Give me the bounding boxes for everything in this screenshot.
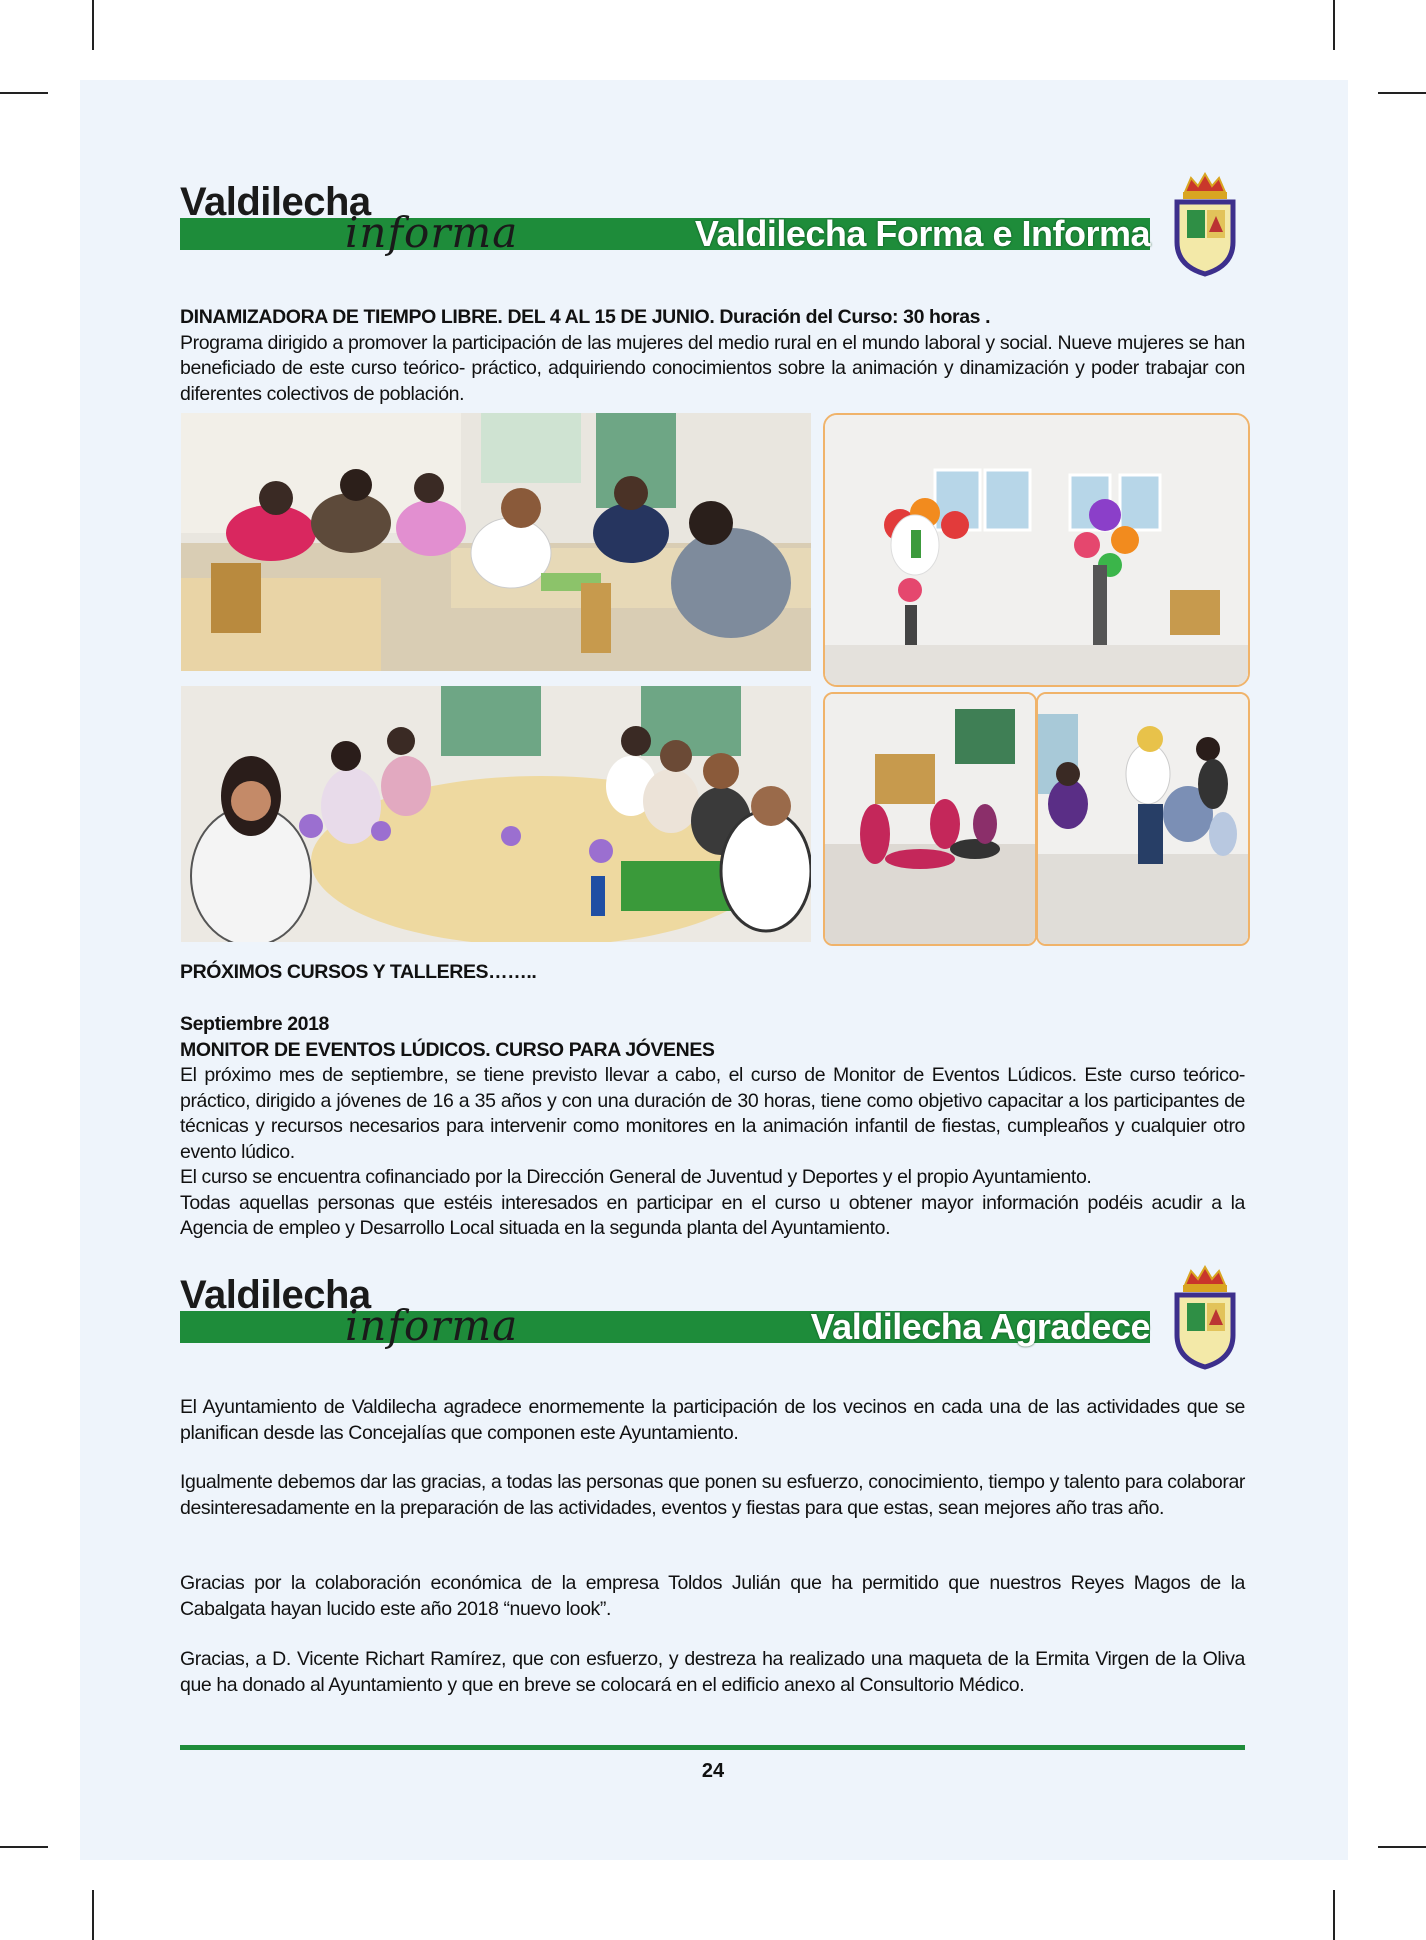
thanks-paragraph-1 <box>180 1395 1245 1446</box>
upcoming-title: MONITOR DE EVENTOS LÚDICOS. CURSO PARA JÓVENES <box>180 1038 715 1061</box>
upcoming-paragraph-2: El curso se encuentra cofinanciado por la Dirección General de Juventud y Deportes y el propio Ayuntamiento. <box>180 1166 1092 1188</box>
crop-mark <box>1378 92 1426 94</box>
crop-mark <box>1333 0 1335 50</box>
coat-of-arms-icon <box>1165 170 1245 280</box>
brand-script: informa <box>345 208 519 257</box>
section-banner-forma <box>180 180 1245 290</box>
section-title: Valdilecha Forma e Informa <box>694 213 1150 254</box>
footer-divider <box>180 1745 1245 1750</box>
crop-mark <box>92 1890 94 1940</box>
page-number: 24 <box>701 1760 725 1782</box>
photo-craft-workshop <box>181 686 811 942</box>
upcoming-date: Septiembre 2018 <box>180 1013 330 1035</box>
photo-floor-game <box>823 692 1037 946</box>
crop-mark <box>92 0 94 50</box>
photo-group-exercise <box>1036 692 1250 946</box>
crop-mark <box>1333 1890 1335 1940</box>
upcoming-paragraph-3: Todas aquellas personas que estéis interesados en participar en el curso u obtener mayor información podéis acudir a la Agencia de empleo y Desarrollo Local situada en la segunda planta del Ayuntamiento. <box>180 1191 1245 1239</box>
upcoming-paragraph-1: El próximo mes de septiembre, se tiene previsto llevar a cabo, el curso de Monitor de Eventos Lúdicos. Este curso teórico- práctico, dirigido a jóvenes de 16 a 35 años y con una duración de 30 horas, tiene como objetivo capacitar a los participantes de técnicas y recursos necesarios para intervenir como monitores en la animación infantil de fiestas, cumpleaños y cualquier otro evento lúdico. <box>180 1064 1245 1163</box>
thanks-paragraph-4 <box>180 1647 1245 1698</box>
course-description: Programa dirigido a promover la participación de las mujeres del medio rural en el mundo laboral y social. Nueve mujeres se han beneficiado de este curso teórico- práctico, adquiriendo conocimientos sobre la animación y dinamización y poder trabajar con diferentes colectivos de población. <box>180 331 1245 405</box>
upcoming-heading: PRÓXIMOS CURSOS Y TALLERES…….. <box>180 961 537 983</box>
thanks-text: Gracias por la colaboración económica de la empresa Toldos Julián que ha permitido que nuestros Reyes Magos de la Cabalgata hayan lucido este año 2018 “nuevo look”. <box>180 1572 1245 1620</box>
thanks-paragraph-3 <box>180 1571 1245 1622</box>
course-heading: DINAMIZADORA DE TIEMPO LIBRE. DEL 4 AL 15 DE JUNIO. Duración del Curso: 30 horas . <box>180 306 991 328</box>
crop-mark <box>0 92 48 94</box>
coat-of-arms-icon <box>1165 1263 1245 1373</box>
crop-mark <box>0 1846 48 1848</box>
thanks-text: Gracias, a D. Vicente Richart Ramírez, que con esfuerzo, y destreza ha realizado una maqueta de la Ermita Virgen de la Oliva que ha donado al Ayuntamiento y que en breve se colocará en el edificio anexo al Consultorio Médico. <box>180 1648 1245 1696</box>
thanks-text: El Ayuntamiento de Valdilecha agradece enormemente la participación de los vecinos en cada una de las actividades que se planifican desde las Concejalías que componen este Ayuntamiento. <box>180 1396 1245 1444</box>
photo-balloon-costumes <box>823 413 1250 687</box>
brand-title: Valdilecha <box>180 1273 371 1317</box>
crop-mark <box>1378 1846 1426 1848</box>
section-title: Valdilecha Agradece <box>810 1306 1150 1347</box>
thanks-text: Igualmente debemos dar las gracias, a todas las personas que ponen su esfuerzo, conocimiento, tiempo y talento para colaborar desinteresadamente en la preparación de las actividades, eventos y fiestas para que estas, sean mejores año tras año. <box>180 1471 1245 1519</box>
thanks-paragraph-2 <box>180 1470 1245 1521</box>
upcoming-courses <box>180 960 1245 986</box>
brand-title: Valdilecha <box>180 180 371 224</box>
course-intro <box>180 305 1245 407</box>
upcoming-course-detail <box>180 1012 1245 1242</box>
brand-script: informa <box>345 1301 519 1350</box>
section-banner-agradece <box>180 1273 1245 1383</box>
photo-classroom-table <box>181 413 811 671</box>
